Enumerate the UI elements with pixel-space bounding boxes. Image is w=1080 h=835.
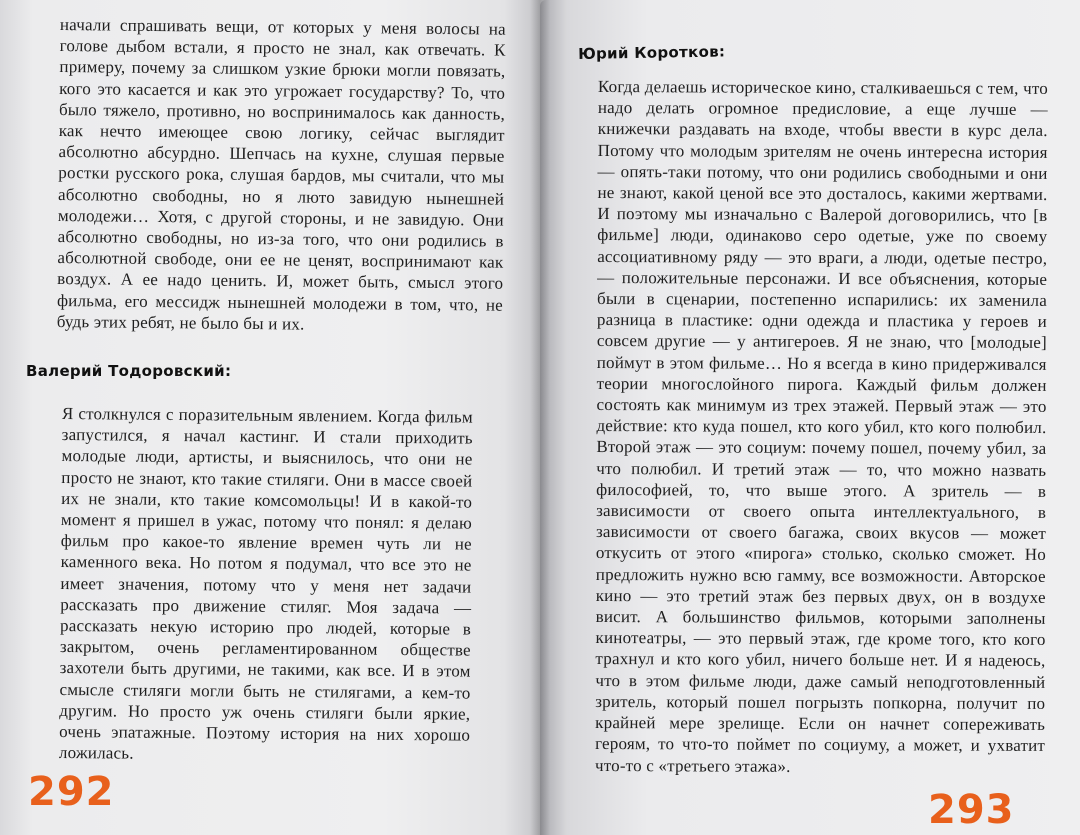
left-continuation-paragraph: начали спрашивать вещи, от которых у меня волосы на голове дыбом встали, я просто не знал, как отвечать. К примеру, почему за слишком узкие брюки могли повязать, кого это касается и как это угрожает государству? То, что было тяжело, противно, но воспринималось как данность, как нечто имеющее свою логику, сейчас выглядит абсолютно абсурдно. Шепчась на кухне, слушая первые ростки русского рока, слушая бардов, мы считали, что мы абсолютно свободны, но я люто завидую нынешней молодежи… Хотя, с другой стороны, и не завидую. Они абсолютно свободны, но из-за того, что они родились в абсолютной свободе, они ее не ценят, воспринимают как воздух. А ее надо ценить. И, может быть, смысл этого фильма, его мессидж нынешней молодежи в том, что, не будь этих ребят, не было бы и их. [56,14,506,334]
page-number-left: 292 [28,769,115,815]
right-speaker-heading: Юрий Коротков: [578,42,726,63]
right-quote-paragraph: Когда делаешь историческое кино, сталкиваешься с тем, что надо делать огромное предисловие, а еще лучше — книжечки раздавать на входе, чтобы ввести в курс дела. Потому что молодым зрителям не очень интересна история — опять-таки потому, что они родились свободными и они не знают, какой ценой все это досталось, какими жертвами. И поэтому мы изначально с Валерой договорились, что [в фильме] люди, одинаково серо одетые, уже по своему ассоциативному ряду — это враги, а люди, одетые пестро, — положительные персонажи. И все объяснения, которые были в сценарии, постепенно испарились: их заменила разница в пластике: одни одежда и пластика у героев и совсем другие — у антигероев. Я не знаю, что [молодые] поймут в этом фильме… Но я всегда в кино придерживался теории многослойного пирога. Каждый фильм должен состоять как минимум из трех этажей. Первый этаж — это действие: кто куда пошел, кто кого убил, кто кого полюбил. Второй этаж — это социум: почему пошел, почему убил, за что полюбил. И третий этаж — то, что можно назвать философией, то, что выше этого. А зритель — в зависимости от своего опыта интеллектуального, в зависимости от своего багажа, своих вкусов — может откусить от этого «пирога» столько, сколько сможет. Но предложить нужно всю гамму, все возможности. Авторское кино — это третий этаж без первых двух, он в воздухе висит. А большинство фильмов, которыми заполнены кинотеатры, — это первый этаж, где кроме того, кто кого трахнул и кто кого убил, ничего больше нет. И я надеюсь, что в этом фильме люди, даже самый неподготовленный зритель, который пошел погрызть попкорна, получит по крайней мере зрелище. Если он начнет сопереживать героям, то что-то поймет по социуму, а может, и ухватит что-то с «третьего этажа». [594,76,1048,776]
left-speaker-heading: Валерий Тодоровский: [26,362,232,380]
right-page [540,0,1080,835]
page-number-right: 293 [928,787,1015,833]
left-quote-paragraph: Я столкнулся с поразительным явлением. Когда фильм запустился, я начал кастинг. И стали приходить молодые люди, артисты, и выяснилось, что они не просто не знают, кто такие стиляги. Они в массе своей их не знали, кто такие комсомольцы! И в какой-то момент я пришел в ужас, потому что понял: я делаю фильм про какое-то явление времен чуть ли не каменного века. Но потом я подумал, что все это не имеет значения, потому что у меня нет задачи рассказать про движение стиляг. Моя задача — рассказать некую историю про людей, которые в закрытом, очень регламентированном обществе захотели быть другими, не такими, как все. И в этом смысле стиляги могли быть не стилягами, а кем-то другим. Но просто уж очень стиляги были яркие, очень эпатажные. Поэтому история на них хорошо ложилась. [58,403,473,763]
book-gutter-shadow [530,0,550,835]
